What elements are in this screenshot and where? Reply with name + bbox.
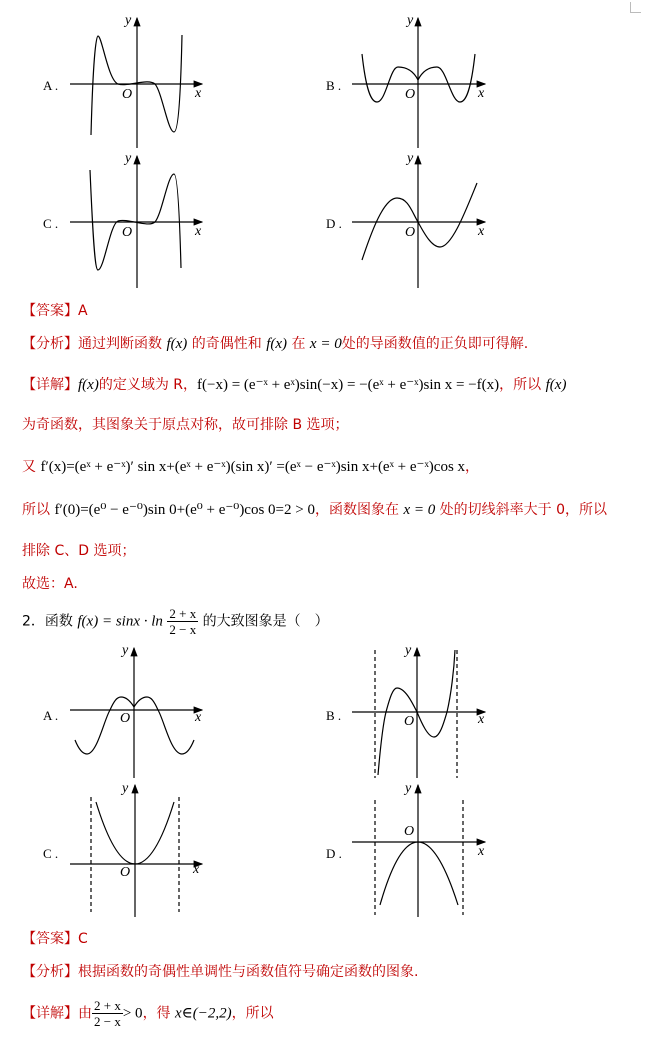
axis-y-label: y (407, 151, 414, 166)
analysis-label: 【分析】 (22, 964, 78, 980)
denominator: 2 − x (169, 622, 197, 637)
numerator: 2 + x (169, 606, 197, 621)
numerator: 2 + x (94, 998, 121, 1013)
origin-label: O (120, 711, 131, 726)
origin-label: O (405, 225, 416, 240)
text: 的大致图象是（ ） (202, 613, 329, 630)
math: f′(0)=(e⁰ − e⁻⁰)sin 0+(e⁰ + e⁻⁰)cos 0=2 > 0 (54, 502, 315, 518)
axis-y-label: y (125, 13, 132, 28)
text: ，得 (142, 1005, 171, 1022)
axis-x-label: x (193, 862, 200, 877)
q2-option-a[interactable]: A . (43, 708, 59, 723)
answer-value: A (78, 303, 88, 319)
q1-detail-3 (22, 456, 479, 476)
axis-y-label: y (122, 643, 129, 658)
text: 处的导函数值的正负即可得解. (341, 336, 529, 352)
origin-label: O (404, 714, 415, 729)
text: ，函数图象在 (314, 502, 399, 518)
text: 在 (291, 336, 306, 352)
text: 又 (22, 459, 36, 475)
q2-option-c[interactable]: C . (43, 846, 59, 861)
math: x = 0 (309, 336, 342, 352)
q2-graph-a (70, 648, 202, 778)
q2-graph-c (70, 785, 202, 917)
axis-x-label: x (195, 86, 202, 101)
math: > 0 (122, 1005, 143, 1022)
text: ，所以 (231, 1005, 274, 1022)
q2-detail-1 (22, 998, 274, 1029)
q1-graph-d (352, 156, 485, 288)
text: 的定义域为 R， (98, 377, 198, 393)
q2-graph-b (352, 648, 485, 778)
q1-detail-4 (22, 499, 607, 519)
axis-x-label: x (195, 710, 202, 725)
q1-detail-5: 排除 C、D 选项； (22, 543, 136, 559)
origin-label: O (404, 824, 415, 839)
text: 通过判断函数 (78, 336, 162, 352)
q2-answer (22, 928, 88, 948)
text: 2．函数 (22, 613, 73, 630)
q1-option-d[interactable]: D . (326, 216, 342, 231)
q1-option-a[interactable]: A . (43, 78, 59, 93)
origin-label: O (122, 225, 133, 240)
q1-graph-c (70, 156, 202, 288)
math: f(x) (545, 377, 567, 393)
axis-x-label: x (478, 712, 485, 727)
text: 所以 (22, 502, 50, 518)
detail-label: 【详解】 (22, 377, 78, 393)
fraction (92, 998, 123, 1029)
origin-label: O (122, 87, 133, 102)
q2-option-b[interactable]: B . (326, 708, 342, 723)
denominator: 2 − x (94, 1014, 121, 1029)
text: 的奇偶性和 (191, 336, 262, 352)
q1-analysis (22, 333, 528, 353)
origin-label: O (405, 87, 416, 102)
q1-graph-a (70, 18, 202, 148)
text: 根据函数的奇偶性单调性与函数值符号确定函数的图象. (78, 964, 419, 980)
text: ， (465, 459, 480, 475)
math: f′(x)=(eˣ + e⁻ˣ)′ sin x+(eˣ + e⁻ˣ)(sin x)′ =(eˣ − e⁻ˣ)sin x+(eˣ + e⁻ˣ)cos x (40, 459, 466, 475)
q2-graph-d (352, 785, 485, 917)
text: ，所以 (499, 377, 542, 393)
math: f(x) (78, 377, 99, 393)
detail-label: 【详解】 (22, 1005, 78, 1022)
axis-x-label: x (478, 86, 485, 101)
math: x∈(−2,2) (175, 1005, 232, 1022)
axis-y-label: y (125, 151, 132, 166)
q1-answer (22, 300, 88, 320)
math: f(x) = sinx · ln (77, 613, 163, 630)
axis-y-label: y (405, 781, 412, 796)
q2-option-d[interactable]: D . (326, 846, 342, 861)
q2-analysis (22, 961, 418, 981)
axis-y-label: y (122, 781, 129, 796)
text: 由 (78, 1005, 92, 1022)
answer-value: C (78, 931, 88, 947)
fraction (167, 606, 198, 637)
axis-x-label: x (195, 224, 202, 239)
q1-detail-1 (22, 374, 566, 394)
q1-detail-2: 为奇函数，其图象关于原点对称，故可排除 B 选项； (22, 417, 349, 433)
axis-y-label: y (407, 13, 414, 28)
answer-label: 【答案】 (22, 931, 78, 947)
q1-conclusion: 故选：A. (22, 576, 78, 592)
origin-label: O (120, 865, 131, 880)
q2-stem (22, 606, 329, 637)
text: 处的切线斜率大于 0，所以 (439, 502, 608, 518)
math: f(−x) = (e⁻ˣ + eˣ)sin(−x) = −(eˣ + e⁻ˣ)sin x = −f(x) (197, 377, 500, 393)
q1-option-c[interactable]: C . (43, 216, 59, 231)
math: f(x) (166, 336, 188, 352)
axis-x-label: x (478, 224, 485, 239)
math: x = 0 (403, 502, 436, 518)
answer-label: 【答案】 (22, 303, 78, 319)
axis-x-label: x (478, 844, 485, 859)
analysis-label: 【分析】 (22, 336, 78, 352)
axis-y-label: y (405, 643, 412, 658)
q1-option-b[interactable]: B . (326, 78, 342, 93)
math: f(x) (266, 336, 288, 352)
q1-graph-b (352, 18, 485, 148)
